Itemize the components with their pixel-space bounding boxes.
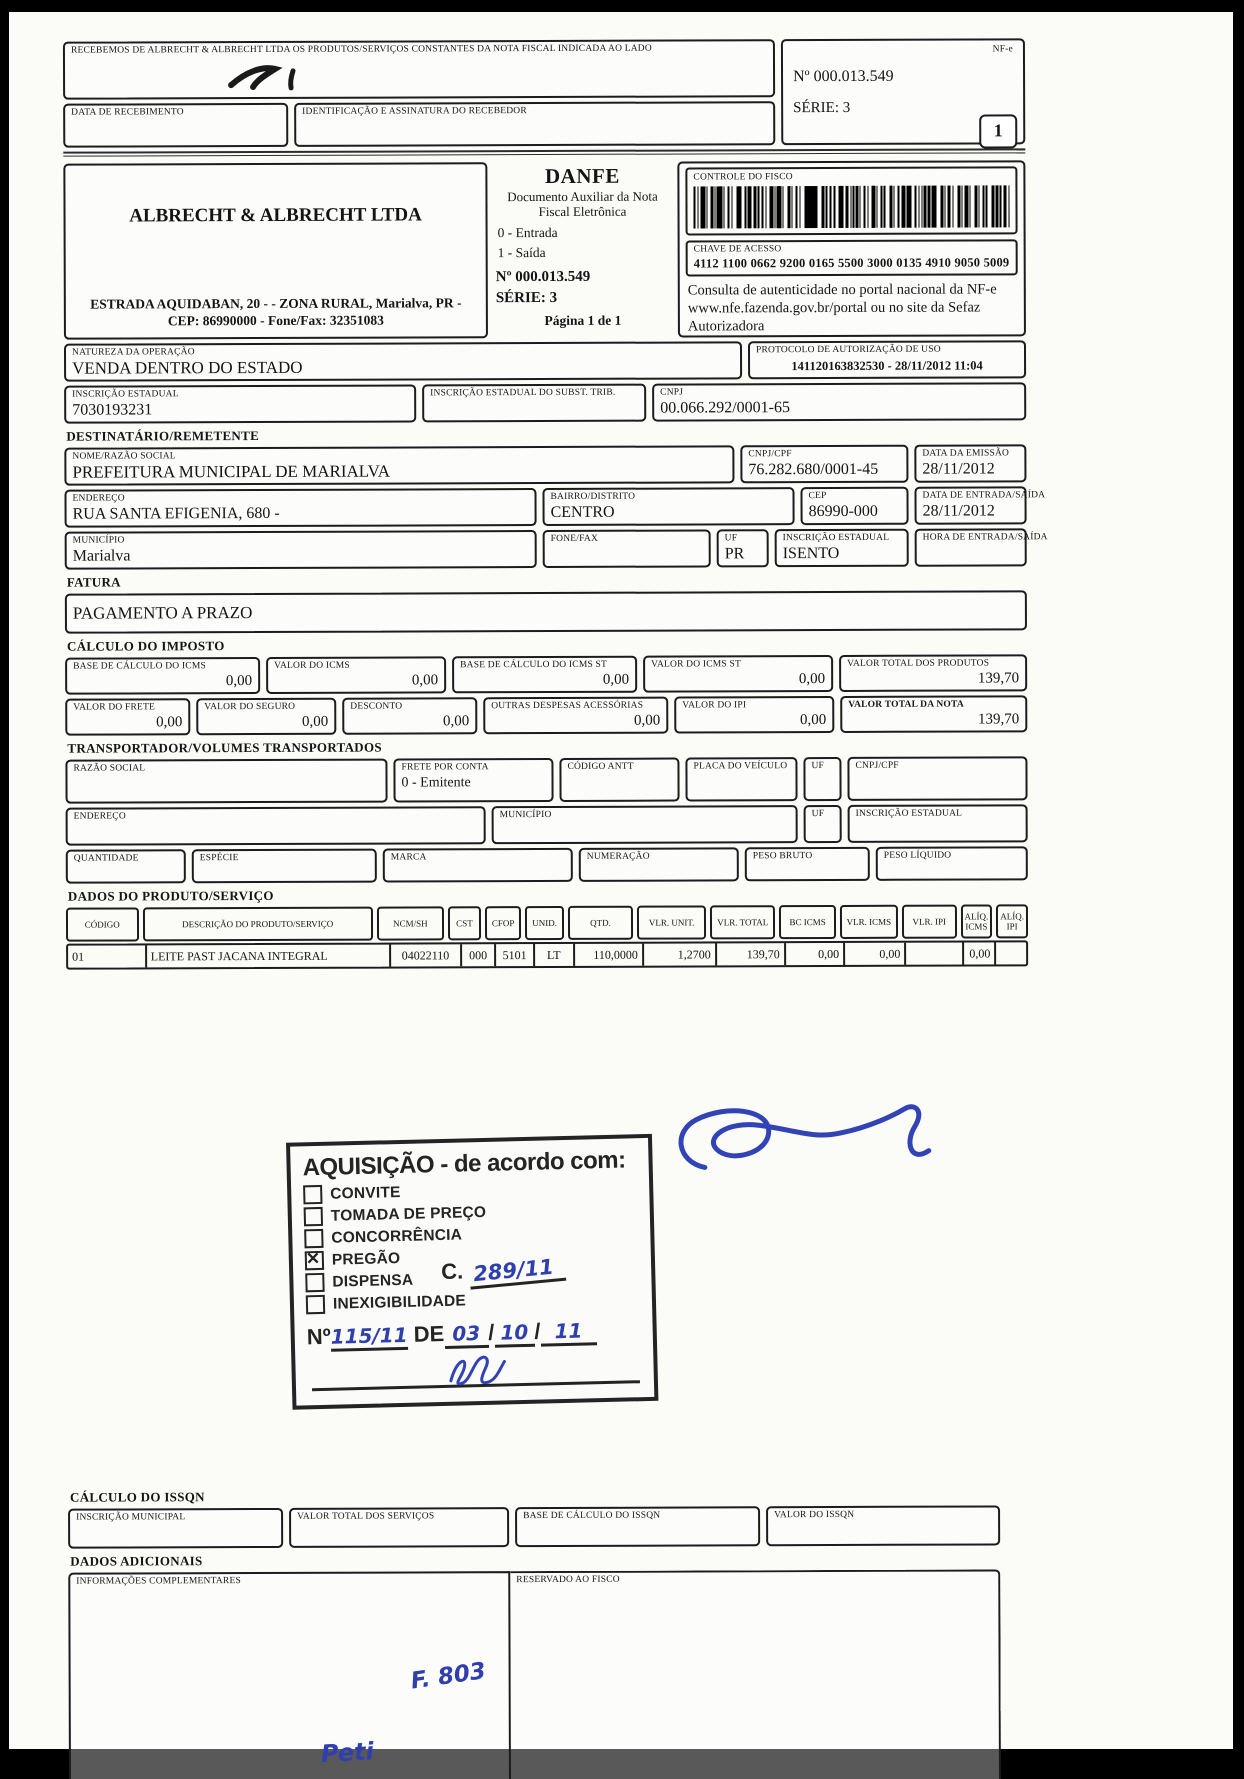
- stamp-num-line: Nº115/11 DE 03 / 10 / 11: [306, 1316, 643, 1352]
- aquisicao-stamp: [286, 1134, 658, 1410]
- checkbox-dispensa: [305, 1273, 324, 1292]
- ie-subst-box: INSCRIÇÃO ESTADUAL DO SUBST. TRIB.: [422, 384, 646, 423]
- bc-icms: 0,00: [225, 673, 253, 690]
- produtos-title: DADOS DO PRODUTO/SERVIÇO: [67, 887, 274, 904]
- ie-emitente-box: INSCRIÇÃO ESTADUAL 7030193231: [64, 384, 416, 423]
- transp-cnpj-box: CNPJ/CPF: [847, 756, 1027, 801]
- adicionais-title: DADOS ADICIONAIS: [70, 1553, 203, 1569]
- stamp-option: TOMADA DE PREÇO: [304, 1199, 640, 1226]
- produto-cfop: 5101: [494, 944, 532, 966]
- produto-aliq-ipi: [994, 942, 1026, 964]
- imposto-title: CÁLCULO DO IMPOSTO: [67, 638, 225, 654]
- especie-box: ESPÉCIE: [192, 849, 377, 884]
- dest-cep: 86990-000: [808, 502, 878, 521]
- valor-icms-st: 0,00: [798, 671, 826, 688]
- checkbox-concorrencia: [304, 1229, 323, 1248]
- data-recebimento-box: DATA DE RECEBIMENTO: [63, 103, 288, 148]
- hora-entrada-box: HORA DE ENTRADA/SAÍDA: [915, 528, 1027, 566]
- produto-row: [66, 940, 1028, 969]
- codigo-antt-box: CÓDIGO ANTT: [559, 758, 679, 802]
- chave-acesso-box: CHAVE DE ACESSO 4112 1100 0662 9200 0165 5500 3000 0135 4910 9050 5009: [686, 239, 1018, 276]
- dest-bairro: CENTRO: [550, 503, 615, 521]
- handwritten-ano: 11: [540, 1318, 597, 1346]
- base-issqn-box: BASE DE CÁLCULO DO ISSQN: [515, 1506, 760, 1547]
- danfe-entrada: 0 - Entrada: [497, 224, 558, 241]
- transp-uf1-box: UF: [803, 757, 841, 801]
- dest-uf-box: UF PR: [717, 529, 769, 567]
- controle-fisco-box: CONTROLE DO FISCO CHAVE DE ACESSO 4112 1100 0662 9200 0165 5500 3000 0135 4910 9050 5009 Consulta de autenticidade no portal nacional da NF-e www.nfe.fazenda.gov.br/portal ou no site da Sefaz Autorizadora: [677, 160, 1026, 337]
- chave-acesso: 4112 1100 0662 9200 0165 5500 3000 0135 4910 9050 5009: [693, 255, 1010, 271]
- issqn-title: CÁLCULO DO ISSQN: [69, 1489, 205, 1505]
- produto-vlr-icms: 0,00: [843, 943, 904, 965]
- canhoto: [63, 38, 1025, 147]
- handwritten-note-f803: F. 803: [409, 1658, 488, 1695]
- bc-icms-st: 0,00: [602, 671, 630, 688]
- valor-servicos-box: VALOR TOTAL DOS SERVIÇOS: [289, 1507, 509, 1548]
- desconto: 0,00: [443, 713, 470, 730]
- stamp-option: ✕ PREGÃO: [305, 1243, 641, 1270]
- marca-box: MARCA: [383, 848, 573, 883]
- dest-uf: PR: [724, 545, 745, 563]
- produto-vlr-ipi: [904, 943, 962, 965]
- recebemos-label: RECEBEMOS DE ALBRECHT & ALBRECHT LTDA OS PRODUTOS/SERVIÇOS CONSTANTES DA NOTA FISCAL INDICADA AO LADO: [70, 43, 652, 56]
- dest-nome-box: NOME/RAZÃO SOCIAL PREFEITURA MUNICIPAL DE MARIALVA: [64, 445, 734, 485]
- quantidade-box: QUANTIDADE: [66, 849, 186, 883]
- peso-liquido-box: PESO LÍQUIDO: [876, 846, 1028, 881]
- produto-aliq-icms: 0,00: [962, 942, 995, 964]
- total-nota-box: VALOR TOTAL DA NOTA 139,70: [840, 695, 1027, 733]
- bc-icms-box: BASE DE CÁLCULO DO ICMS 0,00: [65, 657, 260, 695]
- produto-vlr-total: 139,70: [715, 943, 784, 965]
- stamp-option: CONCORRÊNCIA: [304, 1221, 640, 1248]
- valor-seguro: 0,00: [302, 713, 329, 730]
- dest-municipio: Marialva: [72, 547, 131, 565]
- produto-bc-icms: 0,00: [784, 943, 843, 965]
- nfe-serie: SÉRIE: 3: [793, 99, 851, 117]
- emitente-endereco2: CEP: 86990000 - Fone/Fax: 32351083: [167, 312, 384, 329]
- handwritten-num: 115/11: [330, 1323, 408, 1352]
- fatura-title: FATURA: [66, 574, 121, 590]
- cut-line: [63, 148, 1025, 156]
- fatura-box: [65, 590, 1027, 633]
- inscricao-municipal-box: INSCRIÇÃO MUNICIPAL: [68, 1508, 283, 1549]
- stamp-c-line: C. 289/11: [441, 1256, 566, 1287]
- transp-ie-box: INSCRIÇÃO ESTADUAL: [848, 804, 1028, 843]
- dest-endereco-box: ENDEREÇO RUA SANTA EFIGENIA, 680 -: [64, 488, 536, 528]
- fatura-valor: PAGAMENTO A PRAZO: [72, 603, 253, 623]
- identificacao-recebedor-box: IDENTIFICAÇÃO E ASSINATURA DO RECEBEDOR: [294, 101, 775, 147]
- dest-ie-box: INSCRIÇÃO ESTADUAL ISENTO: [775, 529, 909, 567]
- outras-despesas-box: OUTRAS DESPESAS ACESSÓRIAS 0,00: [483, 697, 668, 735]
- handwritten-mark: [225, 61, 305, 95]
- frete-conta-box: FRETE POR CONTA 0 - Emitente: [393, 758, 553, 803]
- danfe-tipo-box: 1: [979, 114, 1017, 148]
- seguro-box: VALOR DO SEGURO 0,00: [196, 698, 336, 735]
- data-entrada-box: DATA DE ENTRADA/SAÍDA 28/11/2012: [914, 486, 1026, 524]
- placa-veiculo-box: PLACA DO VEÍCULO: [685, 757, 797, 801]
- emitente-nome: ALBRECHT & ALBRECHT LTDA: [129, 204, 422, 227]
- destinatario-title: DESTINATÁRIO/REMETENTE: [66, 428, 260, 444]
- stamp-option: DISPENSA: [305, 1265, 641, 1292]
- produto-cst: 000: [460, 944, 495, 966]
- danfe-document: [63, 38, 1048, 1779]
- barcode: [693, 185, 1009, 228]
- dest-ie: ISENTO: [782, 544, 840, 563]
- danfe-serie: SÉRIE: 3: [495, 289, 558, 307]
- dest-bairro-box: BAIRRO/DISTRITO CENTRO: [542, 487, 794, 526]
- data-entrada: 28/11/2012: [922, 502, 995, 520]
- checkbox-tomada-de-preco: [304, 1207, 323, 1226]
- stamp-option: INEXIGIBILIDADE: [306, 1287, 642, 1314]
- valor-issqn-box: VALOR DO ISSQN: [766, 1505, 1000, 1546]
- cnpj-emitente: 00.066.292/0001-65: [660, 399, 791, 417]
- handwritten-note-peti: Peti: [320, 1737, 375, 1769]
- stamp-zone: [66, 966, 1030, 1484]
- dest-municipio-box: MUNICÍPIO Marialva: [65, 530, 537, 570]
- valor-icms-box: VALOR DO ICMS 0,00: [266, 656, 446, 694]
- produtos-header: CÓDIGO DESCRIÇÃO DO PRODUTO/SERVIÇO NCM/SH CST CFOP UNID. QTD. VLR. UNIT. VLR. TOTAL BC ICMS VLR. ICMS VLR. IPI ALÍQ. ICMS ALÍQ. IPI: [66, 904, 1028, 941]
- stamp-title: AQUISIÇÃO - de acordo com:: [302, 1146, 626, 1182]
- total-nota: 139,70: [978, 711, 1020, 728]
- natureza-operacao-box: NATUREZA DA OPERAÇÃO VENDA DENTRO DO ESTADO: [64, 341, 742, 381]
- data-emissao-box: DATA DA EMISSÃO 28/11/2012: [914, 444, 1026, 482]
- dest-endereco: RUA SANTA EFIGENIA, 680 -: [72, 504, 280, 523]
- bc-icms-st-box: BASE DE CÁLCULO DO ICMS ST 0,00: [452, 656, 637, 694]
- protocolo-valor: 141120163832530 - 28/11/2012 11:04: [791, 358, 983, 374]
- cnpj-emitente-box: CNPJ 00.066.292/0001-65: [652, 382, 1026, 421]
- dest-cnpj: 76.282.680/0001-45: [748, 460, 879, 479]
- transp-razao-box: RAZÃO SOCIAL: [65, 759, 387, 804]
- desconto-box: DESCONTO 0,00: [342, 697, 477, 734]
- produto-vlr-unit: 1,2700: [642, 943, 715, 965]
- numeracao-box: NUMERAÇÃO: [579, 847, 739, 882]
- danfe-title: DANFE: [544, 163, 620, 189]
- valor-ipi-box: VALOR DO IPI 0,00: [674, 696, 834, 734]
- peso-bruto-box: PESO BRUTO: [745, 847, 870, 881]
- checkbox-inexigibilidade: [306, 1295, 325, 1314]
- nfe-numero: Nº 000.013.549: [793, 67, 894, 86]
- produto-codigo: 01: [72, 949, 85, 964]
- consulta-texto: Consulta de autenticidade no portal nacional da NF-e www.nfe.fazenda.gov.br/portal ou no site da Sefaz Autorizadora: [687, 281, 997, 335]
- total-produtos: 139,70: [977, 670, 1020, 687]
- emitente-endereco1: ESTRADA AQUIDABAN, 20 - - ZONA RURAL, Marialva, PR -: [90, 295, 462, 312]
- stamp-option: CONVITE: [303, 1177, 639, 1204]
- informacoes-complementares-box: INFORMAÇÕES COMPLEMENTARES F. 803 Peti: [68, 1571, 511, 1779]
- valor-frete: 0,00: [156, 714, 183, 731]
- blue-signature: [657, 1087, 957, 1218]
- frete-box: VALOR DO FRETE 0,00: [65, 698, 190, 735]
- nfe-label: NF-e: [992, 44, 1013, 55]
- valor-icms-st-box: VALOR DO ICMS ST 0,00: [643, 655, 833, 693]
- dest-fone-box: FONE/FAX: [543, 529, 711, 568]
- produto-ncm: 04022110: [389, 944, 460, 966]
- handwritten-c-number: 289/11: [468, 1254, 566, 1290]
- dest-cnpj-box: CNPJ/CPF 76.282.680/0001-45: [740, 445, 908, 484]
- protocolo-box: PROTOCOLO DE AUTORIZAÇÃO DE USO 141120163832530 - 28/11/2012 11:04: [748, 340, 1026, 379]
- danfe-block: DANFE Documento Auxiliar da Nota Fiscal Eletrônica 0 - Entrada 1 - Saída 1 Nº 000.013.549 SÉRIE: 3 Página 1 de 1: [493, 162, 672, 339]
- ie-emitente: 7030193231: [72, 401, 153, 419]
- reservado-fisco-box: RESERVADO AO FISCO: [510, 1569, 1001, 1779]
- handwritten-mes: 10: [494, 1320, 535, 1348]
- transp-uf2-box: UF: [804, 805, 842, 843]
- frete-conta: 0 - Emitente: [401, 775, 471, 791]
- checkbox-convite: [303, 1185, 322, 1204]
- natureza-operacao: VENDA DENTRO DO ESTADO: [72, 357, 303, 378]
- valor-icms: 0,00: [411, 672, 439, 689]
- header: [63, 120, 1026, 339]
- canhoto-recebemos-box: [63, 39, 775, 99]
- checkbox-pregao: [305, 1251, 324, 1270]
- dest-cep-box: CEP 86990-000: [800, 487, 908, 525]
- danfe-saida: 1 - Saída: [497, 245, 546, 261]
- outras-despesas: 0,00: [634, 712, 661, 729]
- handwritten-dia: 03: [444, 1321, 489, 1349]
- total-produtos-box: VALOR TOTAL DOS PRODUTOS 139,70: [839, 654, 1027, 692]
- produto-unid: LT: [533, 944, 573, 966]
- valor-ipi: 0,00: [800, 712, 827, 729]
- produto-qtd: 110,0000: [573, 944, 642, 966]
- dest-nome: PREFEITURA MUNICIPAL DE MARIALVA: [72, 461, 391, 482]
- transportador-title: TRANSPORTADOR/VOLUMES TRANSPORTADOS: [67, 739, 382, 756]
- transp-municipio-box: MUNICÍPIO: [492, 805, 798, 844]
- data-emissao: 28/11/2012: [922, 460, 995, 478]
- danfe-numero: Nº 000.013.549: [495, 268, 591, 286]
- danfe-pagina: Página 1 de 1: [544, 312, 622, 329]
- emitente-box: [63, 162, 488, 339]
- produto-descricao: LEITE PAST JACANA INTEGRAL: [145, 945, 389, 968]
- transp-endereco-box: ENDEREÇO: [66, 806, 486, 845]
